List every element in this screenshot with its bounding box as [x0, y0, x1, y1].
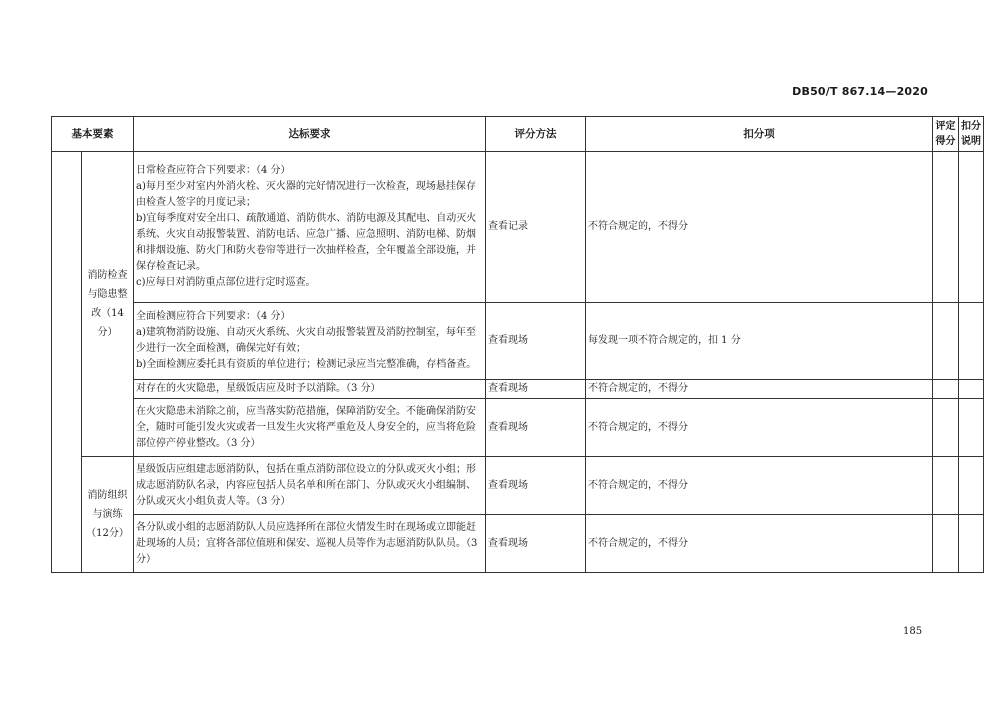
table-row	[52, 380, 984, 399]
score-cell	[933, 152, 959, 303]
category-cell: 消防组织与演练（12分）	[82, 457, 134, 573]
requirement-cell	[134, 380, 486, 399]
outer-category-cell	[52, 152, 82, 573]
score-cell	[933, 303, 959, 380]
method-cell: 查看现场	[486, 457, 586, 515]
note-cell	[959, 515, 984, 573]
method-cell: 查看现场	[486, 399, 586, 457]
category-cell: 消防检查与隐患整改（14分）	[82, 152, 134, 457]
score-cell	[933, 515, 959, 573]
method-cell: 查看现场	[486, 380, 586, 399]
header-score: 评定得分	[933, 117, 959, 152]
header-row	[52, 117, 984, 152]
requirement-line: 全面检测应符合下列要求：（4 分）	[136, 311, 291, 322]
table-row	[52, 303, 984, 380]
score-cell	[933, 457, 959, 515]
note-cell	[959, 399, 984, 457]
evaluation-table	[51, 116, 984, 573]
deduction-cell: 每发现一项不符合规定的，扣 1 分	[586, 303, 933, 380]
requirement-cell	[134, 399, 486, 457]
note-cell	[959, 457, 984, 515]
deduction-cell: 不符合规定的，不得分	[586, 152, 933, 303]
requirement-line: b)全面检测应委托具有资质的单位进行；检测记录应当完整准确，存档备查。	[136, 359, 477, 370]
method-cell: 查看现场	[486, 515, 586, 573]
requirement-line: a)每月至少对室内外消火栓、灭火器的完好情况进行一次检查，现场悬挂保存由检查人签字的月度记录；	[136, 181, 476, 208]
requirement-line: 各分队或小组的志愿消防队人员应选择所在部位火情发生时在现场或立即能赶赴现场的人员；宜将各部位值班和保安、巡视人员等作为志愿消防队队员。（3 分）	[136, 521, 478, 565]
table-row	[52, 515, 984, 573]
requirement-line: b)宜每季度对安全出口、疏散通道、消防供水、消防电源及其配电、自动灭火系统、火灾自动报警装置、消防电话、应急广播、应急照明、消防电梯、防烟和排烟设施、防火门和防火卷帘等进行一次抽样检查，全年覆盖全部设施，并保存检查记录。	[136, 213, 477, 272]
note-cell	[959, 152, 984, 303]
requirement-line: 日常检查应符合下列要求：（4 分）	[136, 165, 291, 176]
deduction-cell: 不符合规定的，不得分	[586, 515, 933, 573]
header-deduction: 扣分项	[586, 117, 933, 152]
requirement-cell	[134, 303, 486, 380]
header-basic: 基本要素	[52, 117, 134, 152]
table-row	[52, 399, 984, 457]
page-number: 185	[903, 626, 923, 637]
requirement-cell	[134, 457, 486, 515]
standard-code: DB50/T 867.14—2020	[792, 85, 928, 98]
header-method: 评分方法	[486, 117, 586, 152]
deduction-cell: 不符合规定的，不得分	[586, 457, 933, 515]
deduction-cell: 不符合规定的，不得分	[586, 399, 933, 457]
deduction-cell: 不符合规定的，不得分	[586, 380, 933, 399]
requirement-line: 对存在的火灾隐患，星级饭店应及时予以消除。（3 分）	[136, 383, 381, 394]
requirement-cell	[134, 152, 486, 303]
requirement-line: c)应每日对消防重点部位进行定时巡查。	[136, 277, 316, 288]
note-cell	[959, 303, 984, 380]
score-cell	[933, 380, 959, 399]
requirement-line: a)建筑物消防设施、自动灭火系统、火灾自动报警装置及消防控制室，每年至少进行一次全面检测，确保完好有效；	[136, 327, 476, 354]
note-cell	[959, 380, 984, 399]
header-requirement: 达标要求	[134, 117, 486, 152]
table-row	[52, 457, 984, 515]
table-row	[52, 152, 984, 303]
header-note: 扣分说明	[959, 117, 984, 152]
requirement-line: 在火灾隐患未消除之前，应当落实防范措施，保障消防安全。不能确保消防安全，随时可能引发火灾或者一旦发生火灾将严重危及人身安全的，应当将危险部位停产停业整改。（3 分）	[136, 405, 476, 449]
score-cell	[933, 399, 959, 457]
requirement-cell	[134, 515, 486, 573]
method-cell: 查看现场	[486, 303, 586, 380]
method-cell: 查看记录	[486, 152, 586, 303]
requirement-line: 星级饭店应组建志愿消防队，包括在重点消防部位设立的分队或灭火小组；形成志愿消防队名录，内容应包括人员名单和所在部门、分队或灭火小组编制、分队或灭火小组负责人等。（3 分）	[136, 463, 476, 507]
